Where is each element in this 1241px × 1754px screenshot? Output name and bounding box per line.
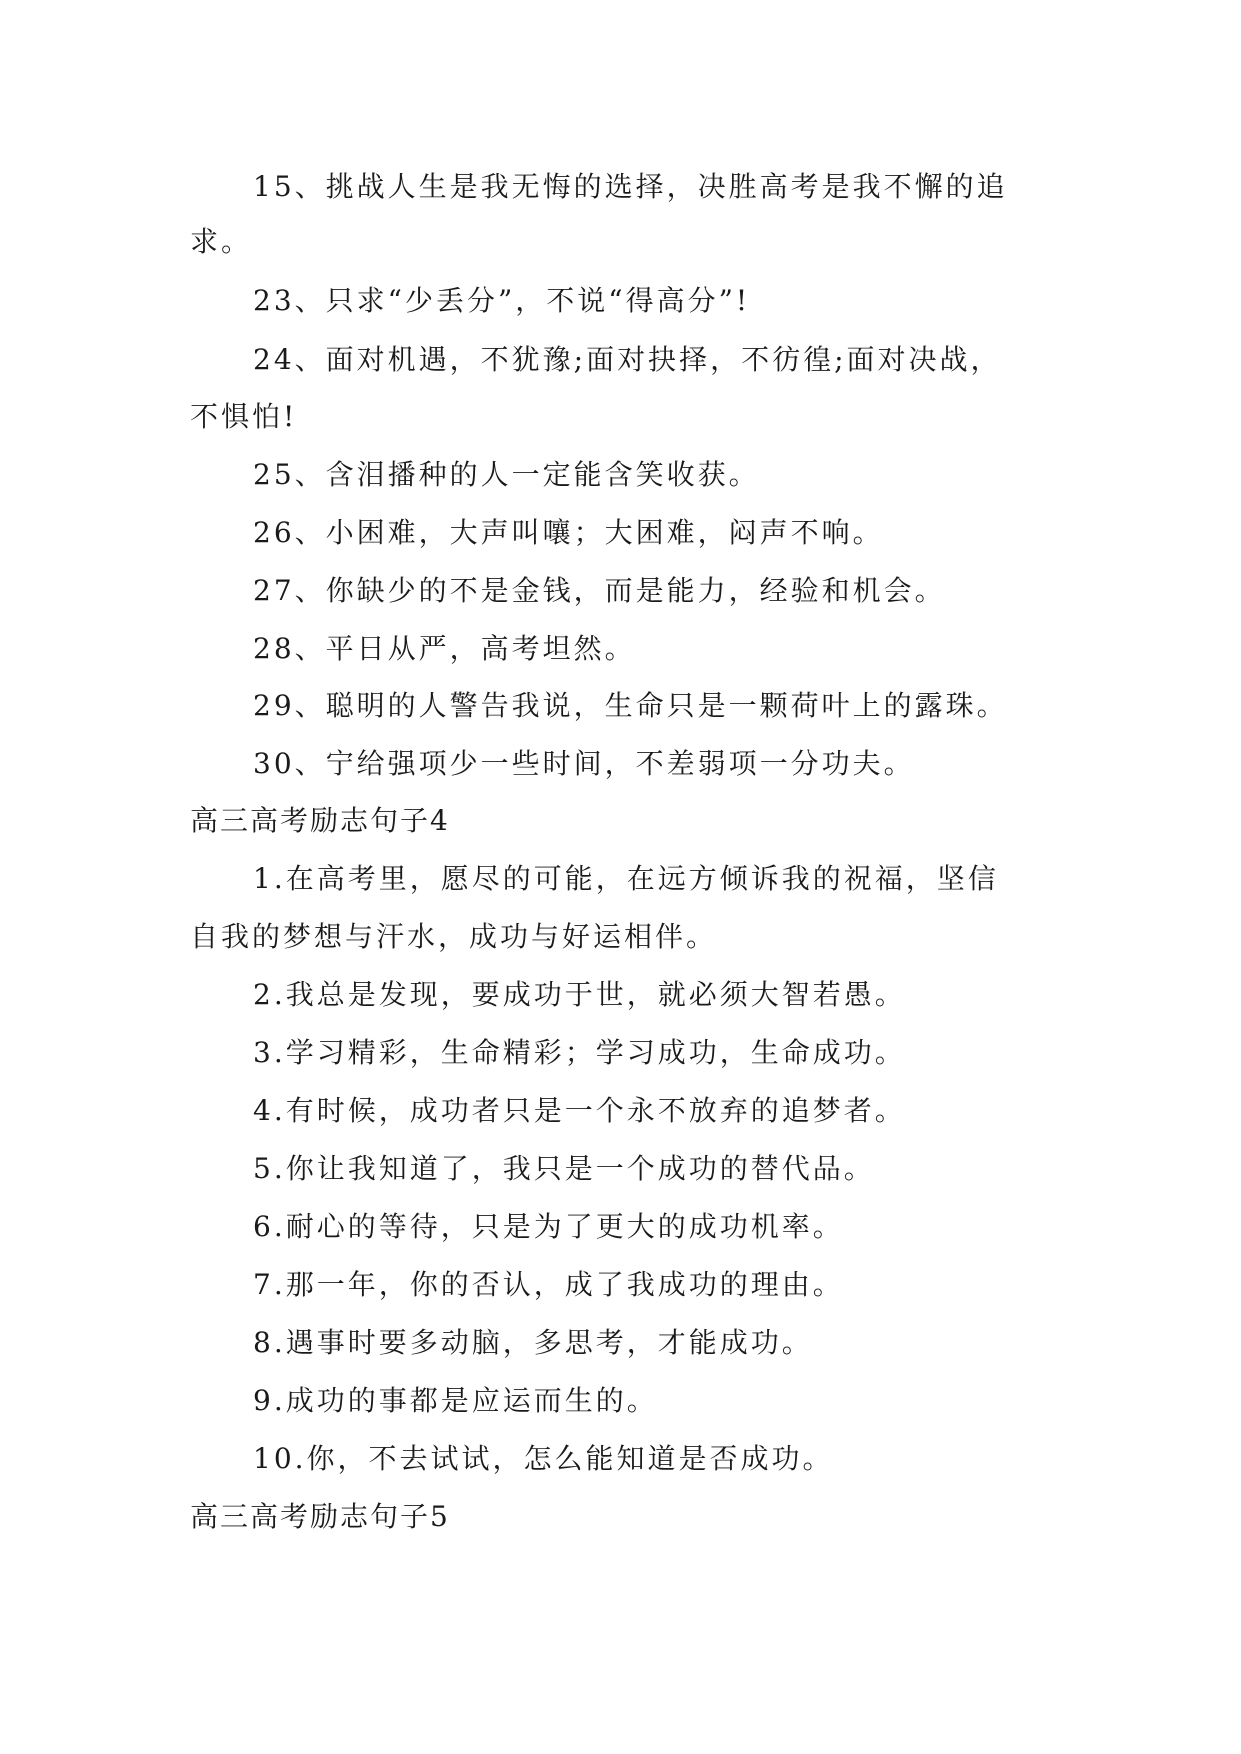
paragraph-line: 23、只求“少丢分”，不说“得高分”! xyxy=(253,284,751,317)
section-heading: 高三高考励志句子4 xyxy=(190,804,450,837)
paragraph-line: 30、宁给强项少一些时间，不差弱项一分功夫。 xyxy=(253,747,915,780)
paragraph-line: 6.耐心的等待，只是为了更大的成功机率。 xyxy=(253,1210,844,1243)
paragraph-line: 26、小困难，大声叫嚷；大困难，闷声不响。 xyxy=(253,516,884,549)
paragraph-line: 5.你让我知道了，我只是一个成功的替代品。 xyxy=(253,1152,875,1185)
section-heading: 高三高考励志句子5 xyxy=(190,1500,450,1533)
paragraph-line: 求。 xyxy=(190,225,253,258)
paragraph-line: 8.遇事时要多动脑，多思考，才能成功。 xyxy=(253,1326,813,1359)
paragraph-line: 9.成功的事都是应运而生的。 xyxy=(253,1384,658,1417)
paragraph-line: 15、挑战人生是我无悔的选择，决胜高考是我不懈的追 xyxy=(253,170,1008,203)
paragraph-line: 4.有时候，成功者只是一个永不放弃的追梦者。 xyxy=(253,1094,906,1127)
paragraph-line: 2.我总是发现，要成功于世，就必须大智若愚。 xyxy=(253,978,906,1011)
paragraph-line: 自我的梦想与汗水，成功与好运相伴。 xyxy=(190,920,718,953)
paragraph-line: 7.那一年，你的否认，成了我成功的理由。 xyxy=(253,1268,844,1301)
paragraph-line: 28、平日从严，高考坦然。 xyxy=(253,632,636,665)
paragraph-line: 27、你缺少的不是金钱，而是能力，经验和机会。 xyxy=(253,574,946,607)
paragraph-line: 3.学习精彩，生命精彩；学习成功，生命成功。 xyxy=(253,1036,906,1069)
paragraph-line: 25、含泪播种的人一定能含笑收获。 xyxy=(253,458,760,491)
paragraph-line: 29、聪明的人警告我说，生命只是一颗荷叶上的露珠。 xyxy=(253,689,1008,722)
paragraph-line: 不惧怕! xyxy=(190,400,298,433)
paragraph-line: 1.在高考里，愿尽的可能，在远方倾诉我的祝福，坚信 xyxy=(253,862,999,895)
paragraph-line: 24、面对机遇，不犹豫;面对抉择，不彷徨;面对决战， xyxy=(253,343,1002,376)
paragraph-line: 10.你，不去试试，怎么能知道是否成功。 xyxy=(253,1442,834,1475)
